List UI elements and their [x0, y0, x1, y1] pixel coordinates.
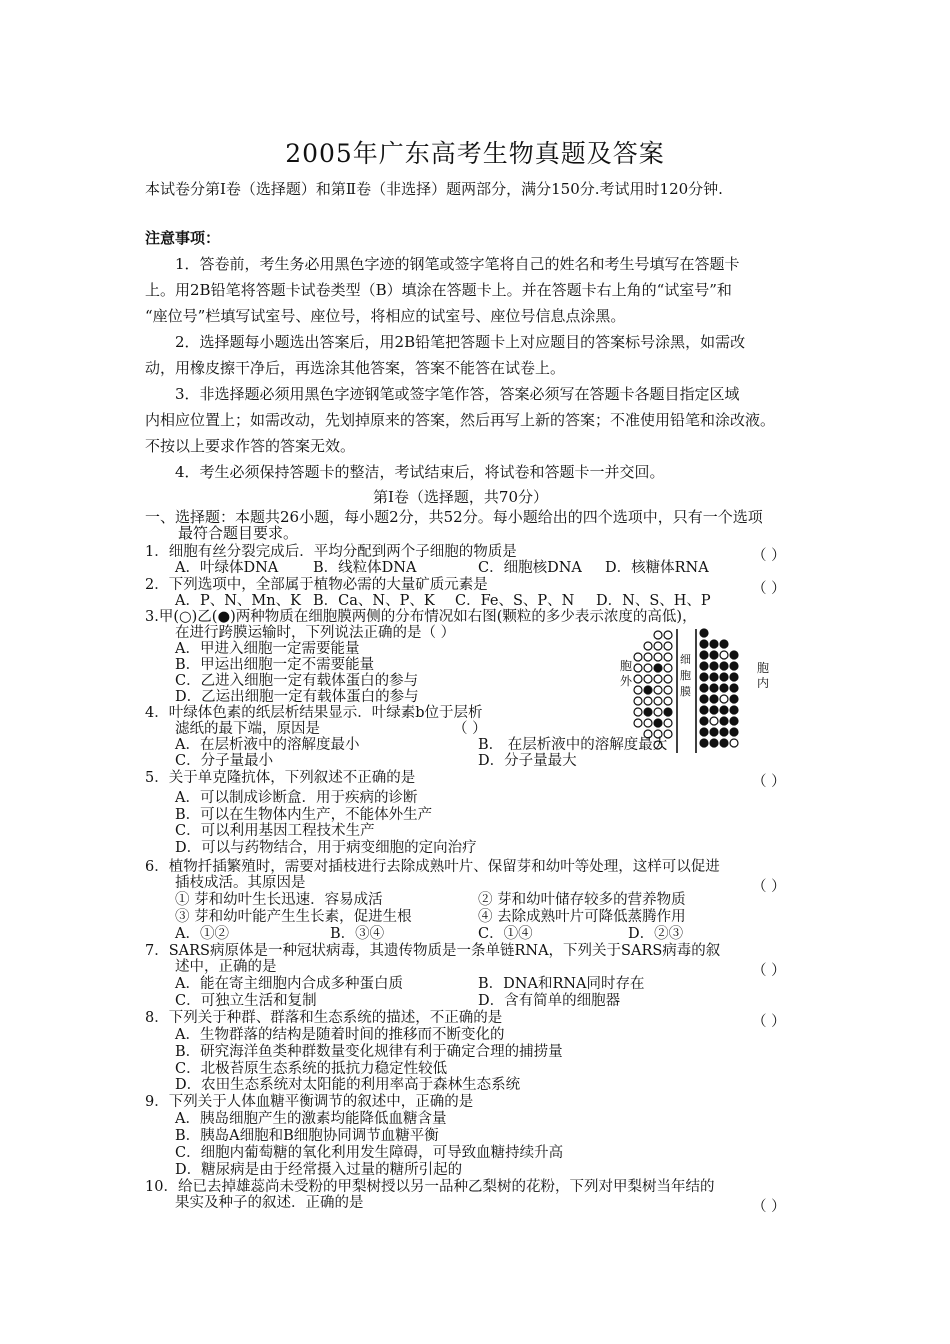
substance-jia-particle [664, 697, 672, 705]
substance-jia-particle [654, 697, 662, 705]
option: A．在层析液中的溶解度最小 [175, 737, 360, 753]
substance-jia-particle [634, 708, 642, 716]
question-stem: 6．植物扦插繁殖时，需要对插枝进行去除成熟叶片、保留芽和幼叶等处理，这样可以促进 [145, 859, 720, 875]
option: B．可以在生物体内生产，不能体外生产 [175, 807, 433, 823]
notice-line: “座位号”栏填写试室号、座位号，将相应的试室号、座位号信息点涂黑。 [145, 307, 626, 325]
substance-jia-particle [654, 653, 662, 661]
option: A．①② [175, 926, 229, 942]
substance-jia-particle [720, 651, 728, 659]
substance-jia-particle [634, 675, 642, 683]
option: D．含有简单的细胞器 [478, 993, 621, 1009]
substance-yi-particle [720, 673, 728, 681]
substance-yi-particle [700, 739, 708, 747]
notice-line: 不按以上要求作答的答案无效。 [145, 437, 356, 455]
option: C．①④ [478, 926, 533, 942]
answer-paren: （ ） [752, 879, 786, 895]
statement: ④ 去除成熟叶片可降低蒸腾作用 [478, 909, 686, 925]
substance-jia-particle [654, 631, 662, 639]
question-stem: 1．细胞有丝分裂完成后．平均分配到两个子细胞的物质是 [145, 544, 517, 560]
substance-yi-particle [730, 717, 738, 725]
option: D．核糖体RNA [605, 560, 709, 576]
option: C．乙进入细胞一定有载体蛋白的参与 [175, 673, 419, 689]
substance-yi-particle [720, 684, 728, 692]
substance-yi-particle [664, 708, 672, 716]
answer-paren: （ ） [752, 963, 786, 979]
option: A．生物群落的结构是随着时间的推移而不断变化的 [175, 1027, 505, 1043]
answer-paren: （ ） [752, 1199, 786, 1215]
instruction-line: 最符合题目要求。 [178, 524, 299, 542]
substance-yi-particle [710, 728, 718, 736]
substance-jia-particle [634, 719, 642, 727]
substance-yi-particle [720, 640, 728, 648]
substance-jia-particle [634, 664, 642, 672]
answer-paren: （ ） [453, 721, 487, 737]
substance-yi-particle [720, 706, 728, 714]
substance-jia-particle [644, 675, 652, 683]
substance-yi-particle [710, 673, 718, 681]
option: A．叶绿体DNA [175, 560, 279, 576]
option: A．能在寄主细胞内合成多种蛋白质 [175, 976, 403, 992]
answer-paren: （ ） [752, 548, 786, 564]
substance-jia-particle [654, 686, 662, 694]
substance-yi-particle [700, 706, 708, 714]
section-title: 第Ⅰ卷（选择题，共70分） [373, 488, 549, 506]
substance-jia-particle [644, 653, 652, 661]
question-stem: 果实及种子的叙述．正确的是 [175, 1195, 364, 1211]
substance-jia-particle [654, 642, 662, 650]
substance-jia-particle [644, 697, 652, 705]
option: C．Fe、S、P、N [455, 593, 575, 609]
substance-yi-particle [730, 695, 738, 703]
substance-yi-particle [730, 662, 738, 670]
notice-line: 2．选择题每小题选出答案后，用2B铅笔把答题卡上对应题目的答案标号涂黑，如需改 [175, 333, 746, 351]
notice-line: 4．考生必须保持答题卡的整洁，考试结束后，将试卷和答题卡一并交回。 [175, 463, 665, 481]
option: D．N、S、H、P [596, 593, 711, 609]
option: D．乙运出细胞一定有载体蛋白的参与 [175, 689, 419, 705]
notice-line: 1．答卷前，考生务必用黑色字迹的钢笔或签字笔将自己的姓名和考生号填写在答题卡 [175, 255, 740, 273]
substance-jia-particle [664, 653, 672, 661]
option: B．研究海洋鱼类种群数量变化规律有利于确定合理的捕捞量 [175, 1044, 563, 1060]
statement: ③ 芽和幼叶能产生生长素，促进生根 [175, 909, 412, 925]
notice-line: 3．非选择题必须用黑色字迹钢笔或签字笔作答，答案必须写在答题卡各题目指定区域 [175, 385, 740, 403]
substance-yi-particle [700, 673, 708, 681]
option: D．农田生态系统对太阳能的利用率高于森林生态系统 [175, 1077, 521, 1093]
substance-yi-particle [730, 651, 738, 659]
label-membrane: 细胞膜 [680, 653, 691, 698]
option: B．甲运出细胞一定不需要能量 [175, 657, 375, 673]
option: A．甲进入细胞一定需要能量 [175, 641, 360, 657]
option: D．可以与药物结合，用于病变细胞的定向治疗 [175, 840, 477, 856]
option: B．DNA和RNA同时存在 [478, 976, 645, 992]
question-stem: 5．关于单克隆抗体，下列叙述不正确的是 [145, 770, 416, 786]
substance-yi-particle [720, 728, 728, 736]
substance-yi-particle [700, 651, 708, 659]
option: B．线粒体DNA [313, 560, 417, 576]
answer-paren: （ ） [752, 1014, 786, 1030]
statement: ② 芽和幼叶储存较多的营养物质 [478, 892, 686, 908]
substance-yi-particle [700, 629, 708, 637]
substance-yi-particle [730, 673, 738, 681]
substance-yi-particle [654, 719, 662, 727]
page-title: 2005年广东高考生物真题及答案 [285, 139, 665, 168]
option: B．胰岛A细胞和B细胞协同调节血糖平衡 [175, 1128, 439, 1144]
option: C．分子量最小 [175, 753, 274, 769]
substance-jia-particle [664, 719, 672, 727]
substance-jia-particle [730, 739, 738, 747]
substance-jia-particle [634, 653, 642, 661]
substance-yi-particle [710, 706, 718, 714]
question-stem: 述中，正确的是 [175, 959, 277, 975]
substance-jia-particle [664, 664, 672, 672]
substance-jia-particle [664, 642, 672, 650]
question-stem: 2．下列选项中，全部属于植物必需的大量矿质元素是 [145, 577, 488, 593]
substance-jia-particle [644, 664, 652, 672]
substance-jia-particle [654, 675, 662, 683]
substance-yi-particle [710, 640, 718, 648]
question-stem: 在进行跨膜运输时，下列说法正确的是（ ） [175, 625, 456, 641]
option: B．③④ [330, 926, 385, 942]
question-stem: 滤纸的最下端，原因是 [175, 721, 320, 737]
substance-jia-particle [644, 642, 652, 650]
option: D．②③ [628, 926, 684, 942]
option: C．北极苔原生态系统的抵抗力稳定性较低 [175, 1061, 448, 1077]
substance-yi-particle [730, 728, 738, 736]
question-stem: 4．叶绿体色素的纸层析结果显示．叶绿素b位于层析 [145, 705, 483, 721]
question-stem: 3.甲(○)乙(●)两种物质在细胞膜两侧的分布情况如右图(颗粒的多少表示浓度的高低)， [145, 609, 697, 625]
substance-jia-particle [654, 708, 662, 716]
substance-yi-particle [700, 662, 708, 670]
option: A．可以制成诊断盒．用于疾病的诊断 [175, 790, 418, 806]
question-stem: 9．下列关于人体血糖平衡调节的叙述中，正确的是 [145, 1094, 474, 1110]
label-outside: 胞外 [620, 659, 633, 688]
statement: ① 芽和幼叶生长迅速．容易成活 [175, 892, 383, 908]
substance-yi-particle [710, 651, 718, 659]
substance-yi-particle [700, 717, 708, 725]
substance-yi-particle [644, 686, 652, 694]
exam-intro: 本试卷分第Ⅰ卷（选择题）和第Ⅱ卷（非选择）题两部分，满分150分.考试用时120分钟. [145, 180, 723, 198]
substance-yi-particle [720, 717, 728, 725]
substance-jia-particle [664, 631, 672, 639]
substance-yi-particle [720, 739, 728, 747]
substance-jia-particle [664, 675, 672, 683]
substance-yi-particle [700, 728, 708, 736]
answer-paren: （ ） [752, 774, 786, 790]
option: B． 在层析液中的溶解度最大 [478, 737, 668, 753]
substance-jia-particle [664, 686, 672, 694]
substance-jia-particle [634, 697, 642, 705]
substance-jia-particle [644, 719, 652, 727]
substance-jia-particle [634, 686, 642, 694]
question-stem: 8．下列关于种群、群落和生态系统的描述，不正确的是 [145, 1010, 503, 1026]
notice-line: 上。用2B铅笔将答题卡试卷类型（B）填涂在答题卡上。并在答题卡右上角的“试室号”和 [145, 281, 732, 299]
question-stem: 插枝成活。其原因是 [175, 875, 306, 891]
option: A．胰岛细胞产生的激素均能降低血糖含量 [175, 1111, 447, 1127]
instruction-line: 一、选择题：本题共26小题，每小题2分，共52分。每小题给出的四个选项中，只有一个选项 [145, 508, 763, 526]
option: C．细胞内葡萄糖的氧化利用发生障碍，可导致血糖持续升高 [175, 1145, 564, 1161]
label-inside: 胞内 [757, 661, 770, 690]
question-stem: 7．SARS病原体是一种冠状病毒，其遗传物质是一条单链RNA，下列关于SARS病毒的叙 [145, 943, 721, 959]
substance-yi-particle [720, 662, 728, 670]
substance-yi-particle [710, 695, 718, 703]
substance-yi-particle [730, 684, 738, 692]
answer-paren: （ ） [752, 581, 786, 597]
substance-yi-particle [700, 684, 708, 692]
substance-yi-particle [654, 664, 662, 672]
notice-line: 内相应位置上；如需改动，先划掉原来的答案，然后再写上新的答案；不准使用铅笔和涂改液。 [145, 411, 776, 429]
substance-yi-particle [710, 662, 718, 670]
substance-yi-particle [710, 684, 718, 692]
option: D．糖尿病是由于经常摄入过量的糖所引起的 [175, 1162, 463, 1178]
substance-yi-particle [700, 640, 708, 648]
option: C．可独立生活和复制 [175, 993, 317, 1009]
option: C．细胞核DNA [478, 560, 582, 576]
option: A．P、N、Mn、K [175, 593, 301, 609]
option: B．Ca、N、P、K [313, 593, 435, 609]
substance-yi-particle [700, 695, 708, 703]
substance-yi-particle [710, 739, 718, 747]
notice-heading: 注意事项： [145, 229, 221, 247]
substance-yi-particle [730, 706, 738, 714]
option: C．可以利用基因工程技术生产 [175, 823, 375, 839]
substance-jia-particle [720, 695, 728, 703]
option: D．分子量最大 [478, 753, 577, 769]
question-stem: 10．给已去掉雄蕊尚未受粉的甲梨树授以另一品种乙梨树的花粉，下列对甲梨树当年结的 [145, 1179, 715, 1195]
substance-jia-particle [710, 717, 718, 725]
notice-line: 动，用橡皮擦干净后，再选涂其他答案，答案不能答在试卷上。 [145, 359, 566, 377]
substance-yi-particle [644, 708, 652, 716]
